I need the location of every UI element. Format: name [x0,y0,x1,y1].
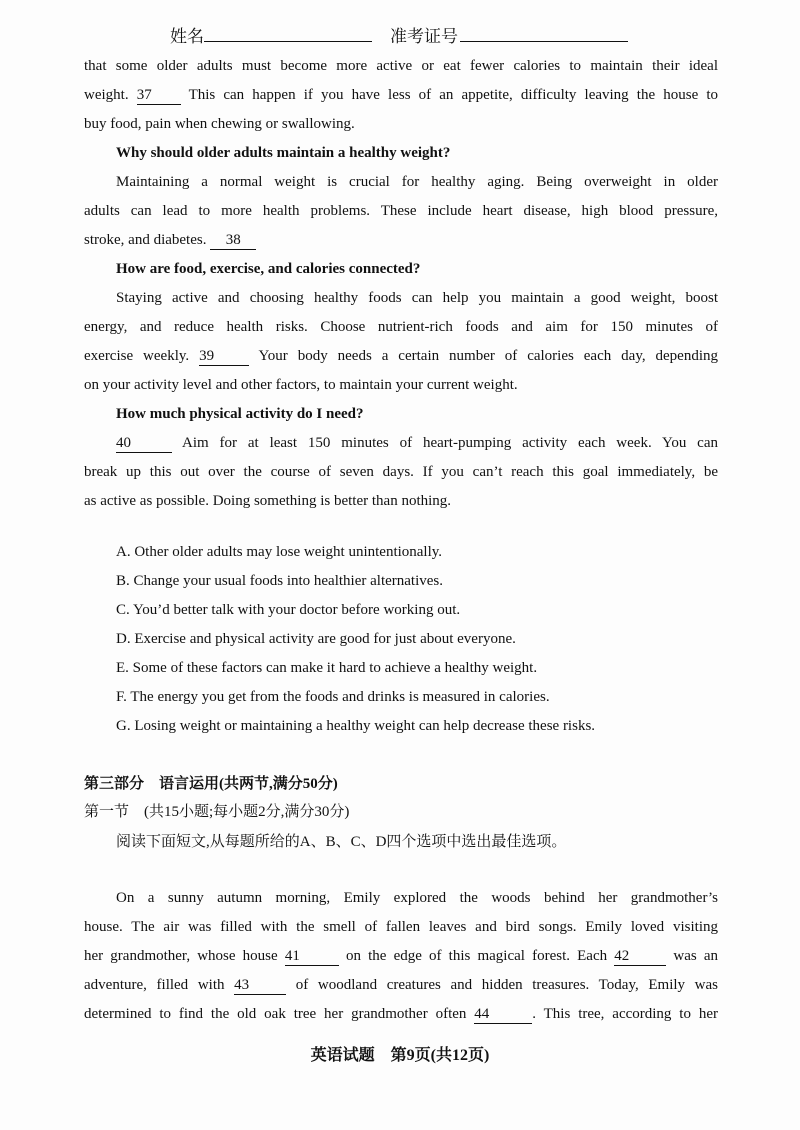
exam-number-label: 准考证号 [390,27,458,46]
option-e: E. Some of these factors can make it hard to achieve a healthy weight. [116,660,538,676]
text-line: as active as possible. Doing something is better than nothing. [84,493,452,509]
text-line: adventure, filled with 43 of woodland creatures and hidden treasures. Today, Emily was [84,977,718,993]
text-line: Maintaining a normal weight is crucial for healthy aging. Being overweight in older [116,174,718,190]
answer-blank-42: 42 [614,947,666,966]
text-line: her grandmother, whose house 41 on the edge of this magical forest. Each 42 was an [84,948,719,964]
text-line: adults can lead to more health problems. These include heart disease, high blood pressure, [84,203,718,219]
option-a: A. Other older adults may lose weight unintentionally. [116,544,443,560]
text-line: On a sunny autumn morning, Emily explored the woods behind her grandmother’s [116,890,718,906]
answer-blank-40: 40 [116,434,172,453]
option-b: B. Change your usual foods into healthier alternatives. [116,573,444,589]
exam-header [0,22,800,48]
text-line: break up this out over the course of seven days. If you can’t reach this goal immediately, be [84,464,718,480]
section-3-title: 第三部分 语言运用(共两节,满分50分) [84,776,338,792]
text-line: on your activity level and other factors, to maintain your current weight. [84,377,518,393]
answer-blank-38: 38 [210,231,256,250]
answer-blank-44: 44 [474,1005,532,1024]
section-3-subtitle: 第一节 (共15小题;每小题2分,满分30分) [84,804,350,820]
text-line: Staying active and choosing healthy foods can help you maintain a good weight, boost [116,290,718,306]
text-line: determined to find the old oak tree her grandmother often 44 . This tree, according to her [84,1006,718,1022]
option-g: G. Losing weight or maintaining a healthy weight can help decrease these risks. [116,718,596,734]
answer-blank-41: 41 [285,947,339,966]
option-d: D. Exercise and physical activity are good for just about everyone. [116,631,516,647]
section-heading: How much physical activity do I need? [116,406,364,422]
answer-blank-39: 39 [199,347,249,366]
section-heading: How are food, exercise, and calories connected? [116,261,421,277]
option-f: F. The energy you get from the foods and drinks is measured in calories. [116,689,550,705]
text-line: 40 Aim for at least 150 minutes of heart-pumping activity each week. You can [116,435,718,451]
option-list [116,538,595,741]
passage-seven-choice [84,52,718,516]
exam-number-field-line [460,41,628,42]
text-line: weight. 37 This can happen if you have less of an appetite, difficulty leaving the house to [84,87,719,103]
passage-cloze [84,884,718,1029]
name-field-line [204,41,372,42]
section-3-instructions: 阅读下面短文,从每题所给的A、B、C、D四个选项中选出最佳选项。 [116,834,567,850]
text-line: stroke, and diabetes. 38 [84,226,718,255]
text-line: buy food, pain when chewing or swallowing. [84,116,355,132]
text-line: that some older adults must become more active or eat fewer calories to maintain their ideal [84,58,718,74]
text-line: house. The air was filled with the smell of fallen leaves and bird songs. Emily loved visiting [84,919,718,935]
text-line: exercise weekly. 39 Your body needs a certain number of calories each day, depending [84,348,718,364]
answer-blank-37: 37 [137,86,181,105]
section-heading: Why should older adults maintain a healthy weight? [116,145,451,161]
text-line: energy, and reduce health risks. Choose nutrient-rich foods and aim for 150 minutes of [84,319,718,335]
page-footer: 英语试题 第9页(共12页) [310,1047,490,1064]
answer-blank-43: 43 [234,976,286,995]
name-label: 姓名 [170,27,204,46]
option-c: C. You’d better talk with your doctor before working out. [116,602,461,618]
